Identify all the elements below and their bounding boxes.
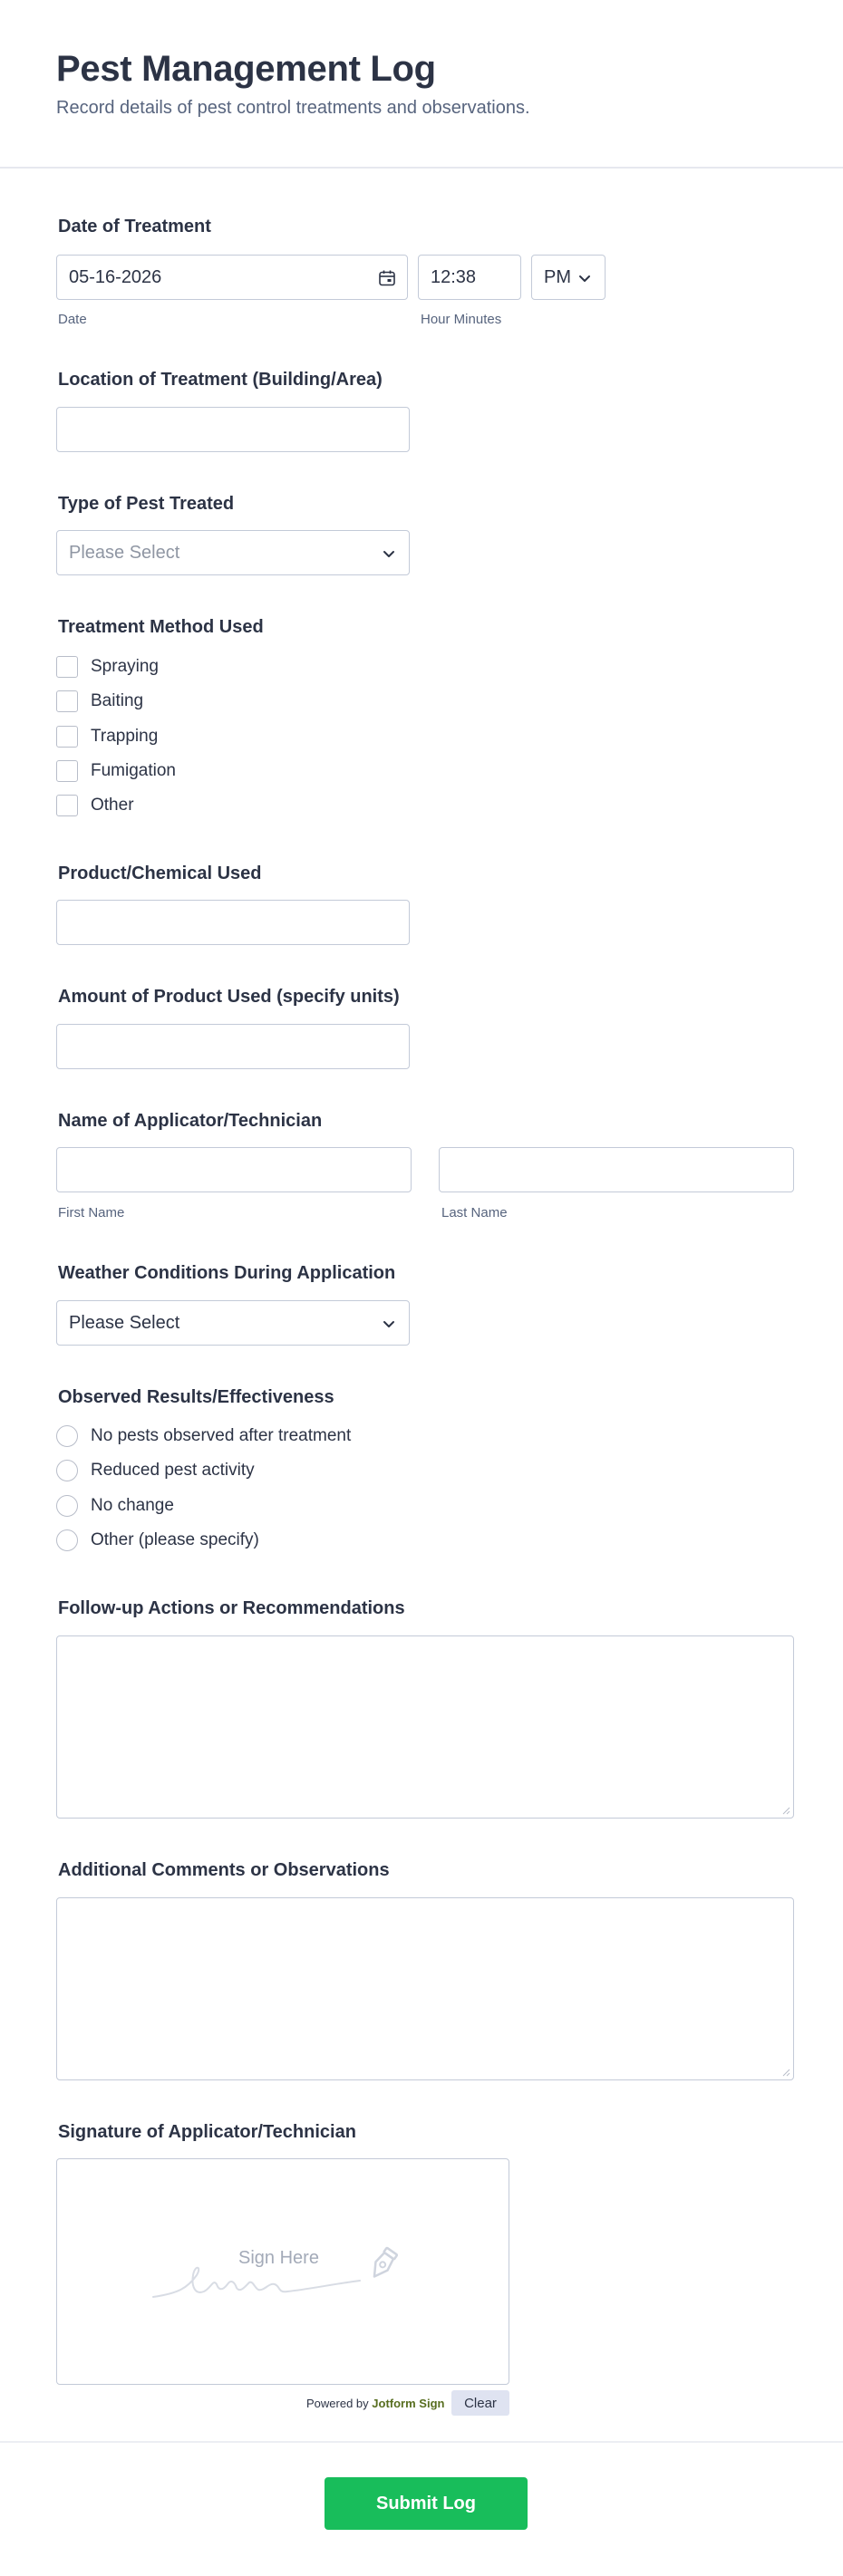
checkbox[interactable] [56,795,78,816]
powered-by-jotform: Powered by Jotform Sign [306,2396,445,2410]
treatment-option[interactable]: Trapping [56,725,158,748]
location-label: Location of Treatment (Building/Area) [58,370,383,390]
date-of-treatment-label: Date of Treatment [58,217,211,236]
weather-select[interactable] [56,1300,410,1346]
treatment-option[interactable]: Spraying [56,655,159,679]
weather-label: Weather Conditions During Application [58,1263,396,1283]
time-sublabel: Hour Minutes [421,312,502,327]
footer-divider [0,2441,843,2443]
radio-button[interactable] [56,1495,78,1517]
results-option[interactable]: Other (please specify) [56,1529,259,1552]
checkbox[interactable] [56,760,78,782]
sign-here-placeholder: Sign Here [238,2248,319,2268]
ampm-select[interactable] [531,255,606,300]
results-label: Observed Results/Effectiveness [58,1387,334,1407]
location-input[interactable] [56,407,410,452]
first-name-input[interactable] [56,1147,412,1192]
last-name-sublabel: Last Name [441,1205,508,1220]
follow-up-label: Follow-up Actions or Recommendations [58,1598,405,1618]
checkbox[interactable] [56,690,78,712]
form-title: Pest Management Log [56,49,436,89]
last-name-input[interactable] [439,1147,794,1192]
signature-scribble-icon [151,2244,414,2304]
follow-up-textarea[interactable] [56,1635,794,1819]
product-label: Product/Chemical Used [58,863,262,883]
amount-label: Amount of Product Used (specify units) [58,987,400,1007]
date-sublabel: Date [58,312,87,327]
date-value: 05-16-2026 [69,266,162,287]
amount-input[interactable] [56,1024,410,1069]
radio-button[interactable] [56,1529,78,1551]
pest-type-select[interactable] [56,530,410,575]
comments-textarea[interactable] [56,1897,794,2080]
treatment-method-label: Treatment Method Used [58,617,264,637]
time-input[interactable] [418,255,521,300]
treatment-option[interactable]: Other [56,794,134,817]
results-option[interactable]: No pests observed after treatment [56,1424,351,1448]
form-header [0,0,843,169]
form-subtitle: Record details of pest control treatments and observations. [56,98,530,118]
product-input[interactable] [56,900,410,945]
checkbox[interactable] [56,726,78,748]
resize-grip-icon[interactable] [781,2068,790,2077]
submit-button[interactable]: Submit Log [325,2477,528,2530]
chevron-down-icon [382,1317,396,1331]
results-option[interactable]: Reduced pest activity [56,1459,255,1482]
date-input[interactable] [56,255,408,300]
chevron-down-icon [577,271,592,285]
signature-pad[interactable] [56,2158,509,2385]
pest-type-placeholder: Please Select [69,542,180,563]
ampm-value: PM [544,266,571,287]
treatment-option[interactable]: Baiting [56,690,143,713]
radio-button[interactable] [56,1460,78,1481]
results-option[interactable]: No change [56,1494,174,1518]
signature-label: Signature of Applicator/Technician [58,2122,356,2142]
jotform-sign-brand: Jotform Sign [372,2396,445,2410]
chevron-down-icon [382,546,396,561]
clear-signature-button[interactable]: Clear [451,2390,509,2416]
treatment-option[interactable]: Fumigation [56,759,176,783]
calendar-icon[interactable] [378,269,396,287]
applicator-label: Name of Applicator/Technician [58,1111,323,1131]
comments-label: Additional Comments or Observations [58,1860,390,1880]
first-name-sublabel: First Name [58,1205,125,1220]
weather-value: Please Select [69,1312,180,1333]
resize-grip-icon[interactable] [781,1806,790,1815]
radio-button[interactable] [56,1425,78,1447]
checkbox[interactable] [56,656,78,678]
time-value: 12:38 [431,266,477,287]
pest-type-label: Type of Pest Treated [58,494,235,514]
